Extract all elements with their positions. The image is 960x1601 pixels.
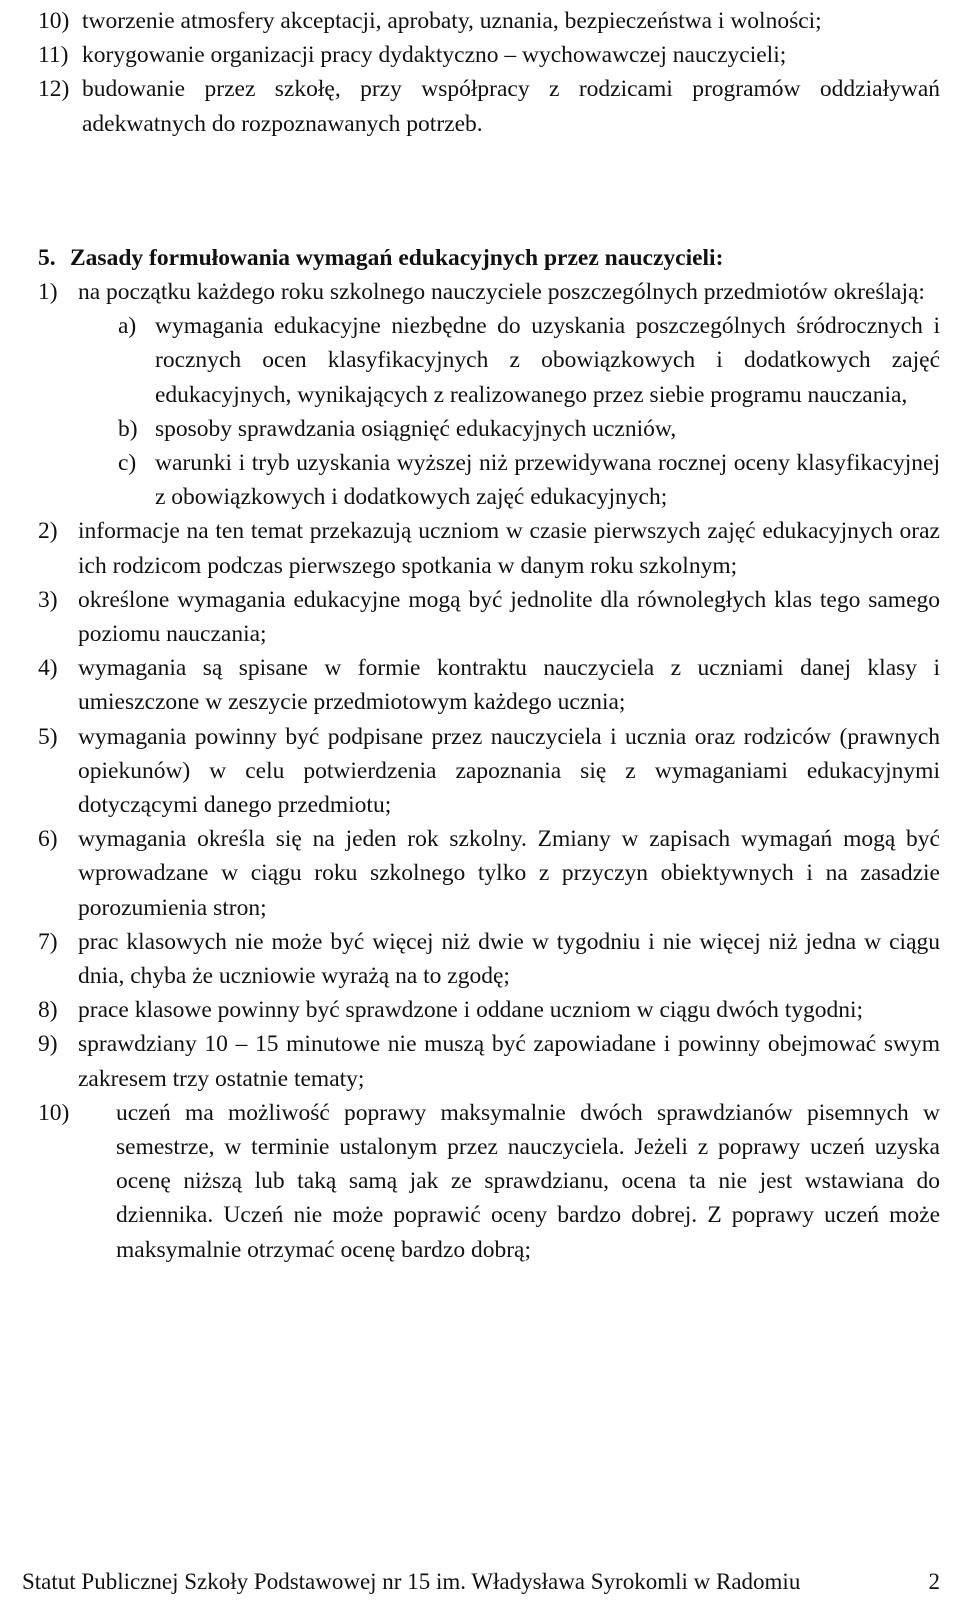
item-number: 3) xyxy=(38,586,58,613)
list-item xyxy=(38,514,940,582)
list-item xyxy=(38,1027,940,1095)
list-item xyxy=(38,925,940,993)
item-text: wymagania są spisane w formie kontraktu nauczyciela z uczniami danej klasy i umieszczone w zeszycie przedmiotowym każdego ucznia; xyxy=(78,655,940,716)
item-number: 10) xyxy=(38,8,70,34)
list-item xyxy=(38,720,940,823)
section-heading xyxy=(38,241,940,275)
item-text: korygowanie organizacji pracy dydaktyczno – wychowawczej nauczycieli; xyxy=(82,42,787,69)
continued-list xyxy=(38,4,940,141)
item-number: 2) xyxy=(38,518,58,545)
item-text: warunki i tryb uzyskania wyższej niż przewidywana rocznej oceny klasyfikacyjnej z obowiązkowych i dodatkowych zajęć edukacyjnych; xyxy=(155,450,940,511)
sub-list-item xyxy=(118,309,940,412)
list-item xyxy=(38,822,940,925)
item-number: 8) xyxy=(38,997,58,1024)
item-text: wymagania edukacyjne niezbędne do uzyskania poszczególnych śródrocznych i rocznych ocen klasyfikacyjnych z obowiązkowych i dodatkowych zajęć edukacyjnych, wynikających z realizowanego przez siebie programu nauczania, xyxy=(155,313,940,408)
item-number: 7) xyxy=(38,928,58,955)
rules-list xyxy=(38,275,940,1267)
item-text: wymagania powinny być podpisane przez nauczyciela i ucznia oraz rodziców (prawnych opiekunów) w celu potwierdzenia zapoznania się z wymaganiami edukacyjnymi dotyczącymi danego przedmiotu; xyxy=(78,723,940,819)
list-item xyxy=(38,1096,940,1267)
list-item xyxy=(38,38,940,72)
list-item xyxy=(38,4,940,38)
item-number: 10) xyxy=(38,1099,70,1126)
item-number: 4) xyxy=(38,655,58,682)
list-item xyxy=(38,275,940,309)
list-item xyxy=(38,72,940,140)
item-number: 5) xyxy=(38,723,58,750)
section-number: 5. xyxy=(38,245,56,271)
item-number: 9) xyxy=(38,1031,58,1058)
page-footer xyxy=(22,1565,940,1599)
item-text: wymagania określa się na jeden rok szkolny. Zmiany w zapisach wymagań mogą być wprowadzane w ciągu roku szkolnego tylko z przyczyn obiektywnych i na zasadzie porozumienia stron; xyxy=(78,826,940,921)
item-number: 12) xyxy=(38,76,70,103)
item-text: na początku każdego roku szkolnego nauczyciele poszczególnych przedmiotów określają: xyxy=(78,279,925,305)
sub-list xyxy=(118,309,940,514)
item-number: 11) xyxy=(38,42,69,69)
list-item xyxy=(38,583,940,651)
item-number: 1) xyxy=(38,279,58,305)
list-item xyxy=(38,651,940,719)
list-item xyxy=(38,993,940,1027)
item-text: sposoby sprawdzania osiągnięć edukacyjnych uczniów, xyxy=(155,415,677,442)
item-letter: a) xyxy=(118,313,137,340)
section-title: Zasady formułowania wymagań edukacyjnych przez nauczycieli: xyxy=(70,245,724,271)
page-number: 2 xyxy=(928,1569,940,1594)
item-text: informacje na ten temat przekazują uczniom w czasie pierwszych zajęć edukacyjnych oraz ich rodzicom podczas pierwszego spotkania w danym roku szkolnym; xyxy=(78,518,940,579)
sub-list-item xyxy=(118,412,940,446)
item-text: prac klasowych nie może być więcej niż dwie w tygodniu i nie więcej niż jedna w ciągu dnia, chyba że uczniowie wyrażą na to zgodę; xyxy=(78,928,940,990)
item-text: uczeń ma możliwość poprawy maksymalnie dwóch sprawdzianów pisemnych w semestrze, w terminie ustalonym przez nauczyciela. Jeżeli z poprawy uczeń uzyska ocenę niższą lub taką samą jak ze sprawdzianu, ocena ta nie jest wstawiana do dziennika. Uczeń nie może poprawić oceny bardzo dobrej. Z poprawy uczeń może maksymalnie otrzymać ocenę bardzo dobrą; xyxy=(116,1099,940,1263)
item-text: budowanie przez szkołę, przy współpracy z rodzicami programów oddziaływań adekwatnych do rozpoznawanych potrzeb. xyxy=(82,76,940,137)
item-text: prace klasowe powinny być sprawdzone i oddane uczniom w ciągu dwóch tygodni; xyxy=(78,997,864,1024)
item-letter: c) xyxy=(118,450,137,477)
footer-text: Statut Publicznej Szkoły Podstawowej nr 15 im. Władysława Syrokomli w Radomiu xyxy=(22,1569,801,1594)
item-text: sprawdziany 10 – 15 minutowe nie muszą być zapowiadane i powinny obejmować swym zakresem trzy ostatnie tematy; xyxy=(78,1031,940,1092)
item-text: określone wymagania edukacyjne mogą być jednolite dla równoległych klas tego samego poziomu nauczania; xyxy=(78,586,940,648)
item-text: tworzenie atmosfery akceptacji, aprobaty, uznania, bezpieczeństwa i wolności; xyxy=(82,8,822,34)
sub-list-item xyxy=(118,446,940,514)
item-letter: b) xyxy=(118,415,138,442)
item-number: 6) xyxy=(38,826,58,853)
